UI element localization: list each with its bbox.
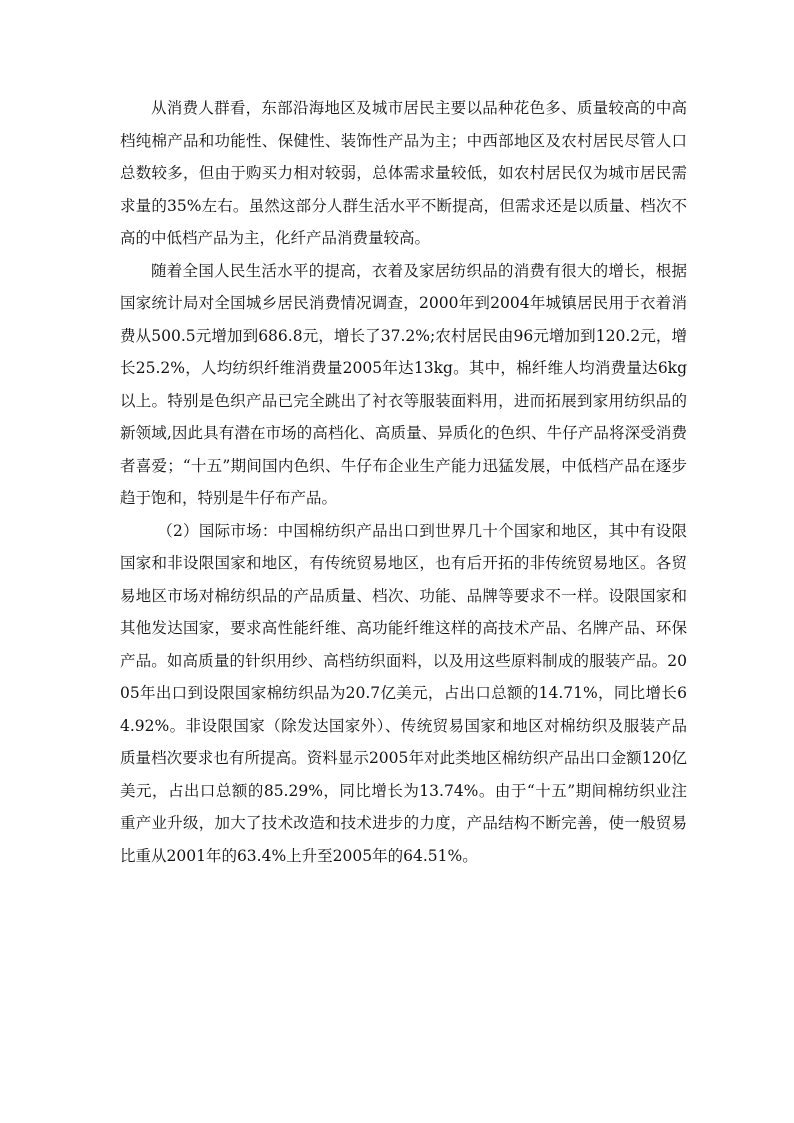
paragraph-international-market: （2）国际市场：中国棉纺织产品出口到世界几十个国家和地区，其中有设限国家和非设限国家和地区，有传统贸易地区，也有后开拓的非传统贸易地区。各贸易地区市场对棉纺织品的产品质量、档次、功能、品牌等要求不一样。设限国家和其他发达国家，要求高性能纤维、高功能纤维这样的高技术产品、名牌产品、环保产品。如高质量的针织用纱、高档纺织面料，以及用这些原料制成的服装产品。2005年出口到设限国家棉纺织品为20.7亿美元，占出口总额的14.71%，同比增长64.92%。非设限国家（除发达国家外）、传统贸易国家和地区对棉纺织及服装产品质量档次要求也有所提高。资料显示2005年对此类地区棉纺织产品出口金额120亿美元，占出口总额的85.29%，同比增长为13.74%。由于“十五”期间棉纺织业注重产业升级，加大了技术改造和技术进步的力度，产品结构不断完善，使一般贸易比重从2001年的63.4%上升至2005年的64.51%。 [120,521,687,865]
paragraph-consumer-groups: 从消费人群看，东部沿海地区及城市居民主要以品种花色多、质量较高的中高档纯棉产品和功能性、保健性、装饰性产品为主；中西部地区及农村居民尽管人口总数较多，但由于购买力相对较弱，总体需求量较低，如农村居民仅为城市居民需求量的35%左右。虽然这部分人群生活水平不断提高，但需求还是以质量、档次不高的中低档产品为主，化纤产品消费量较高。 [120,99,687,247]
paragraph-domestic-consumption: 随着全国人民生活水平的提高，衣着及家居纺织品的消费有很大的增长，根据国家统计局对全国城乡居民消费情况调查，2000年到2004年城镇居民用于衣着消费从500.5元增加到686.8元，增长了37.2%;农村居民由96元增加到120.2元，增长25.2%，人均纺织纤维消费量2005年达13kg。其中，棉纤维人均消费量达6kg以上。特别是色织产品已完全跳出了衬衣等服装面料用，进而拓展到家用纺织品的新领域,因此具有潜在市场的高档化、高质量、异质化的色织、牛仔产品将深受消费者喜爱；“十五”期间国内色织、牛仔布企业生产能力迅猛发展，中低档产品在逐步趋于饱和，特别是牛仔布产品。 [120,261,687,507]
document-body [120,92,687,872]
